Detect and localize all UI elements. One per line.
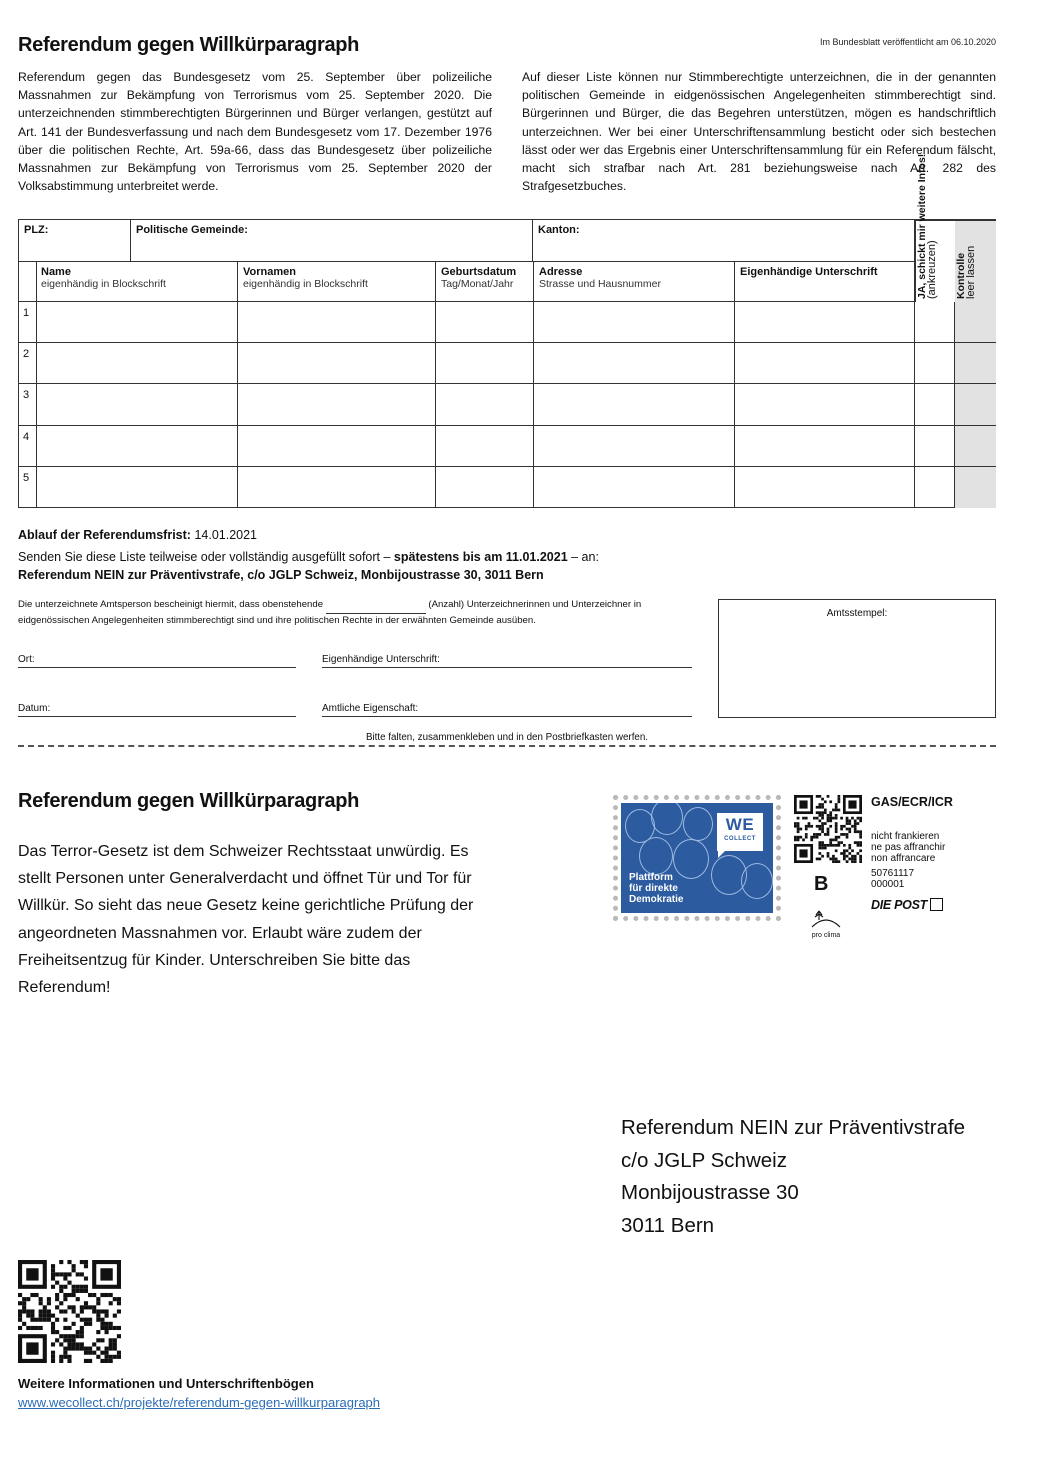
postage-number-1: 50761117 [871,868,915,879]
col-adresse-sub: Strasse und Hausnummer [539,278,661,290]
face-illustration [683,807,713,841]
infos-header-label: JA, schickt mir weitere Infos! [916,153,928,299]
table-cell[interactable] [955,343,996,384]
face-illustration [639,837,673,875]
cert-part1: Die unterzeichnete Amtsperson bescheinigt hiermit, dass obenstehende [18,599,326,610]
fold-instruction: Bitte falten, zusammenkleben und in den Postbriefkasten werfen. [365,732,649,743]
col-unterschrift-label: Eigenhändige Unterschrift [740,266,878,278]
cert-part2: (Anzahl) Unterzeichnerinnen und Unterzeichner in eidgenössischen Angelegenheiten stimmberechtigt sind und ihre politischen Rechte in der erwähnten Gemeinde ausüben. [18,599,642,626]
table-cell[interactable] [735,384,915,425]
postage-numbers [871,869,914,891]
ort-field[interactable] [18,654,296,668]
capacity-field[interactable] [322,703,692,717]
stamp-caption-line2: für direkte [629,883,678,894]
pro-clima-logo [808,903,844,939]
row-number: 4 [19,426,37,467]
table-cell[interactable] [37,384,238,425]
table-cell[interactable] [37,343,238,384]
we-text: WE [725,815,755,834]
row-number: 2 [19,343,37,384]
table-cell[interactable] [436,384,534,425]
intro-text-left: Referendum gegen das Bundesgesetz vom 25. September über polizeiliche Massnahmen zur Bekämpfung von Terrorismus vom 25. September 2020. Die unterzeichnenden stimmberechtigten Bürgerinnen und Bürger verlangen, gestützt auf Art. 141 der Bundesverfassung und nach dem Bundesgesetz vom 17. Dezember 1976 über die politischen Rechte, Art. 59a-66, dass das Bundesgesetz über polizeiliche Massnahmen zur Bekämpfung von Terrorismus vom 25. September 2020 der Volksabstimmung unterbreitet werde. [18,70,492,194]
datum-label: Datum: [18,703,51,714]
table-cell[interactable] [436,426,534,467]
publication-note: Im Bundesblatt veröffentlicht am 06.10.2020 [820,37,996,47]
table-cell[interactable] [37,467,238,508]
postage-stamp [613,795,781,921]
plz-field[interactable] [19,220,131,262]
kontrolle-header-label: Kontrolle [955,252,967,299]
no-postage-text [871,832,945,864]
kanton-label: Kanton: [538,224,580,236]
ort-label: Ort: [18,654,35,665]
table-cell[interactable] [238,467,436,508]
official-signature-field[interactable] [322,654,692,668]
stamp-caption-line1: Plattform [629,872,673,883]
rownum-header [19,262,37,302]
logo-speech-tail [718,849,727,858]
collect-text: COLLECT [724,836,756,842]
kanton-field[interactable] [533,220,915,262]
send-instruction [18,550,599,564]
infos-header-sub: (ankreuzen) [926,240,938,299]
recipient-line3: Monbijoustrasse 30 [621,1181,799,1205]
b-post-mark: B [814,873,829,895]
col-geburtsdatum-label: Geburtsdatum [441,266,517,278]
table-cell[interactable] [238,384,436,425]
deadline-date: 14.01.2021 [194,528,257,542]
row-number: 1 [19,302,37,343]
deadline-label: Ablauf der Referendumsfrist: [18,528,191,542]
certification-text [18,598,708,628]
pro-clima-icon [808,903,844,929]
kontrolle-header-sub: leer lassen [965,245,977,299]
wecollect-logo [717,813,763,851]
table-cell[interactable] [238,302,436,343]
table-cell[interactable] [915,384,955,425]
recipient-line1: Referendum NEIN zur Präventivstrafe [621,1116,966,1139]
table-cell[interactable] [735,302,915,343]
info-qr-code[interactable] [18,1260,121,1363]
postage-number-2: 000001 [871,878,905,890]
table-cell[interactable] [955,384,996,425]
signature-table [18,153,996,508]
col-name-sub: eigenhändig in Blockschrift [41,278,166,290]
table-cell[interactable] [436,302,534,343]
face-illustration [651,803,683,835]
gemeinde-label: Politische Gemeinde: [136,224,248,236]
table-cell[interactable] [534,343,735,384]
infos-header [915,153,955,302]
send-address: Referendum NEIN zur Präventivstrafe, c/o JGLP Schweiz, Monbijoustrasse 30, 3011 Bern [18,568,544,582]
row-number: 3 [19,384,37,425]
table-cell[interactable] [37,426,238,467]
official-signature-label: Eigenhändige Unterschrift: [322,654,440,665]
table-cell[interactable] [436,343,534,384]
recipient-line4: 3011 Bern [621,1213,715,1237]
die-post-logo [871,896,943,912]
die-post-label: DIE POST [871,898,927,912]
col-name-label: Name [41,266,71,278]
table-cell[interactable] [735,426,915,467]
col-vornamen-sub: eigenhändig in Blockschrift [243,278,368,290]
col-vornamen-header [238,262,436,302]
face-illustration [741,863,773,899]
table-cell[interactable] [534,302,735,343]
col-adresse-header [534,262,735,302]
table-cell[interactable] [238,343,436,384]
col-unterschrift-header [735,262,915,302]
postage-qr-code [794,795,862,863]
recipient-line2: c/o JGLP Schweiz [621,1148,787,1172]
datum-field[interactable] [18,703,296,717]
send-deadline: spätestens bis am 11.01.2021 [393,550,568,564]
table-cell[interactable] [915,426,955,467]
more-info-link[interactable]: www.wecollect.ch/projekte/referendum-gegen-willkurparagraph [18,1395,381,1410]
pro-clima-label: pro clima [811,932,841,939]
official-stamp-box[interactable] [718,599,996,718]
table-cell[interactable] [436,467,534,508]
table-cell[interactable] [238,426,436,467]
more-info-label: Weitere Informationen und Unterschriftenbögen [18,1376,314,1391]
stamp-caption [629,872,683,905]
table-cell[interactable] [534,467,735,508]
table-cell[interactable] [915,343,955,384]
plz-label: PLZ: [24,224,49,236]
bottom-title: Referendum gegen Willkürparagraph [18,790,360,812]
postage-code: GAS/ECR/ICR [871,795,953,809]
count-blank[interactable] [326,598,426,614]
table-cell[interactable] [37,302,238,343]
col-geburtsdatum-sub: Tag/Monat/Jahr [441,278,514,290]
no-postage-de: nicht frankieren [871,831,940,842]
table-cell[interactable] [955,302,996,343]
row-number: 5 [19,467,37,508]
table-cell[interactable] [534,426,735,467]
table-cell[interactable] [955,467,996,508]
intro-text-right: Auf dieser Liste können nur Stimmberechtigte unterzeichnen, die in der genannten politischen Gemeinde in eidgenössischen Angelegenheiten stimmberechtigt sind. Bürgerinnen und Bürger, die das Begehren unterstützen, mögen es handschriftlich unterzeichnen. Wer bei einer Unterschriftensammlung besticht oder sich bestechen lässt oder wer das Ergebnis einer Unterschriftensammlung für ein Referendum fälscht, macht sich strafbar nach Art. 281 beziehungsweise nach Art. 282 des Strafgesetzbuches. [522,70,996,194]
table-cell[interactable] [955,426,996,467]
table-cell[interactable] [915,467,955,508]
send-post: – an: [567,550,599,564]
bottom-body-text: Das Terror-Gesetz ist dem Schweizer Rechtsstaat unwürdig. Es stellt Personen unter Generalverdacht und öffnet Tür und Tor für Willkür. So sieht das neue Gesetz keine gerichtliche Prüfung der angeordneten Massnahmen vor. Erlaubt wäre zudem der Freiheitsentzug für Kinder. Unterschreiben Sie bitte das Referendum! [18,843,474,997]
gemeinde-field[interactable] [131,220,533,262]
table-cell[interactable] [735,343,915,384]
cut-line [18,745,996,747]
swiss-cross-icon [930,898,943,911]
kontrolle-header [955,220,996,302]
stamp-box-label: Amtsstempel: [826,608,888,619]
recipient-address [621,1112,965,1242]
capacity-label: Amtliche Eigenschaft: [322,703,419,714]
no-postage-fr: ne pas affranchir [871,841,946,853]
deadline-line [18,528,257,542]
page-title: Referendum gegen Willkürparagraph [18,34,360,56]
stamp-artwork [621,803,773,913]
no-postage-it: non affrancare [871,852,936,864]
send-pre: Senden Sie diese Liste teilweise oder vollständig ausgefüllt sofort – [18,550,394,564]
table-cell[interactable] [735,467,915,508]
col-geburtsdatum-header [436,262,534,302]
col-adresse-label: Adresse [539,266,583,278]
table-cell[interactable] [534,384,735,425]
col-name-header [37,262,238,302]
table-cell[interactable] [915,302,955,343]
stamp-caption-line3: Demokratie [629,894,684,905]
col-vornamen-label: Vornamen [243,266,296,278]
